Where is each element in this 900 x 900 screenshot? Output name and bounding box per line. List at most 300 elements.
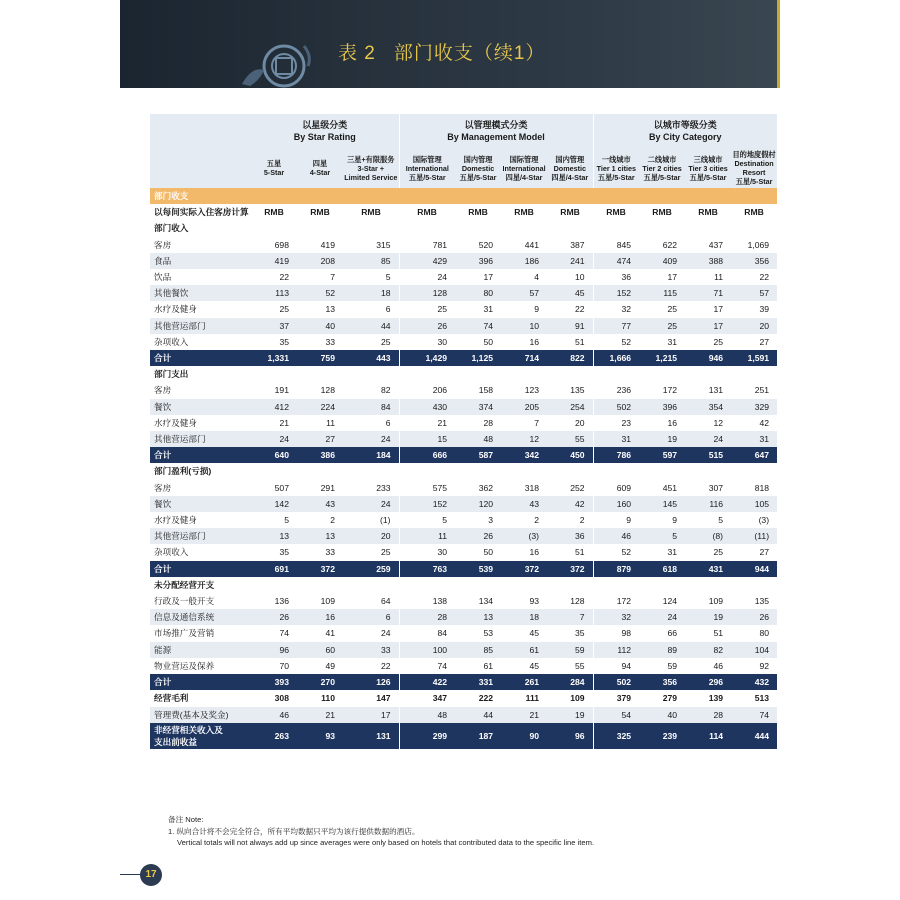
value-cell: 11	[399, 528, 455, 544]
column-header-line: 目的地度假村	[732, 150, 776, 159]
value-cell: 374	[455, 399, 501, 415]
table-row	[150, 609, 777, 625]
value-cell: 13	[297, 528, 343, 544]
table-row	[150, 593, 777, 609]
value-cell: 296	[685, 674, 731, 690]
table-row	[150, 658, 777, 674]
column-header-line: Destination	[734, 159, 774, 168]
value-cell: 32	[593, 609, 639, 625]
value-cell: 30	[399, 334, 455, 350]
value-cell: 6	[343, 609, 399, 625]
note-1-cn: 1. 纵向合计将不会完全符合，所有平均数据只平均为该行提供数据的酒店。	[168, 826, 420, 836]
value-cell: 259	[343, 561, 399, 577]
value-cell: 147	[343, 690, 399, 706]
value-cell: 12	[501, 431, 547, 447]
value-cell: 17	[455, 269, 501, 285]
value-cell: 74	[455, 318, 501, 334]
column-header-line: 国内管理	[555, 154, 585, 164]
value-cell: 160	[593, 496, 639, 512]
value-cell: 444	[731, 723, 777, 749]
value-cell: 698	[251, 237, 297, 253]
value-cell: 45	[547, 285, 593, 301]
value-cell: 759	[297, 350, 343, 366]
value-cell: 1,591	[731, 350, 777, 366]
value-cell: 24	[639, 609, 685, 625]
value-cell: 347	[399, 690, 455, 706]
value-cell: 36	[593, 269, 639, 285]
row-label: 合计	[150, 350, 251, 366]
table-row	[150, 625, 777, 641]
value-cell: 135	[547, 382, 593, 398]
header-corner-2	[150, 148, 251, 188]
total-row	[150, 350, 777, 366]
value-cell: 372	[297, 561, 343, 577]
table-row	[150, 544, 777, 560]
value-cell: 19	[685, 609, 731, 625]
row-label: 能源	[150, 642, 251, 658]
value-cell: 53	[455, 625, 501, 641]
column-header	[685, 148, 731, 188]
value-cell: 21	[297, 707, 343, 723]
value-cell: 24	[343, 625, 399, 641]
value-cell: 879	[593, 561, 639, 577]
value-cell: 17	[685, 301, 731, 317]
column-header-line: Limited Service	[344, 172, 398, 182]
unit-cell: RMB	[731, 204, 777, 220]
row-label: 其他营运部门	[150, 528, 251, 544]
value-cell: (3)	[731, 512, 777, 528]
value-cell: 74	[399, 658, 455, 674]
value-cell: 25	[685, 544, 731, 560]
group-title-row	[150, 220, 777, 236]
value-cell: 396	[639, 399, 685, 415]
value-cell: 109	[297, 593, 343, 609]
table-name: 部门收支（续1）	[393, 43, 546, 64]
column-header-line: Resort	[742, 168, 766, 177]
column-header-line: 四星/4-Star	[551, 172, 589, 182]
value-cell: 13	[297, 301, 343, 317]
value-cell: 5	[251, 512, 297, 528]
value-cell: 236	[593, 382, 639, 398]
value-cell: 27	[297, 431, 343, 447]
header-group	[251, 114, 399, 148]
value-cell: 318	[501, 480, 547, 496]
value-cell: 299	[399, 723, 455, 749]
value-cell: 362	[455, 480, 501, 496]
header-column-row	[150, 148, 777, 188]
value-cell: 74	[731, 707, 777, 723]
header-group-cn: 以星级分类	[302, 120, 348, 130]
value-cell: 66	[639, 625, 685, 641]
row-label: 水疗及健身	[150, 301, 251, 317]
value-cell: 91	[547, 318, 593, 334]
column-header	[639, 148, 685, 188]
value-cell: 205	[501, 399, 547, 415]
value-cell: 16	[501, 334, 547, 350]
value-cell: (8)	[685, 528, 731, 544]
table-row	[150, 253, 777, 269]
row-label: 合计	[150, 561, 251, 577]
row-label: 行政及一般开支	[150, 593, 251, 609]
header-group-cn: 以管理模式分类	[464, 120, 528, 130]
value-cell: 128	[547, 593, 593, 609]
value-cell: 51	[547, 334, 593, 350]
final-row-label	[150, 723, 251, 749]
value-cell: 93	[501, 593, 547, 609]
value-cell: 136	[251, 593, 297, 609]
value-cell: 379	[593, 690, 639, 706]
value-cell: 206	[399, 382, 455, 398]
value-cell: 152	[399, 496, 455, 512]
value-cell: 252	[547, 480, 593, 496]
value-cell: 432	[731, 674, 777, 690]
value-cell: 279	[639, 690, 685, 706]
table-row	[150, 301, 777, 317]
value-cell: 691	[251, 561, 297, 577]
value-cell: 786	[593, 447, 639, 463]
value-cell: 30	[399, 544, 455, 560]
value-cell: 84	[343, 399, 399, 415]
column-header-line: 4-Star	[309, 168, 331, 177]
total-row	[150, 674, 777, 690]
table-row	[150, 382, 777, 398]
value-cell: 6	[343, 415, 399, 431]
value-cell: 17	[343, 707, 399, 723]
value-cell: 254	[547, 399, 593, 415]
column-header-line: 四星/4-Star	[505, 172, 543, 182]
value-cell: 356	[639, 674, 685, 690]
value-cell: 28	[399, 609, 455, 625]
column-header-line: 五星/5-Star	[735, 177, 773, 186]
header-banner	[120, 0, 780, 88]
column-header-line: Domestic	[553, 163, 586, 173]
value-cell: 71	[685, 285, 731, 301]
value-cell: 43	[501, 496, 547, 512]
value-cell: 191	[251, 382, 297, 398]
value-cell: 64	[343, 593, 399, 609]
column-header-line: 5-Star	[263, 168, 285, 177]
value-cell: 59	[639, 658, 685, 674]
value-cell: 502	[593, 674, 639, 690]
value-cell: 409	[639, 253, 685, 269]
column-header	[501, 148, 547, 188]
value-cell: 393	[251, 674, 297, 690]
column-header	[593, 148, 639, 188]
column-header-line: 五星/5-Star	[597, 172, 635, 182]
value-cell: 372	[501, 561, 547, 577]
value-cell: 48	[399, 707, 455, 723]
value-cell: 33	[297, 544, 343, 560]
value-cell: 109	[547, 690, 593, 706]
value-cell: 82	[685, 642, 731, 658]
value-cell: 11	[297, 415, 343, 431]
column-header-line: 3-Star +	[357, 163, 385, 173]
row-label: 信息及通信系统	[150, 609, 251, 625]
value-cell: 85	[343, 253, 399, 269]
value-cell: 20	[547, 415, 593, 431]
value-cell: 131	[685, 382, 731, 398]
value-cell: 51	[547, 544, 593, 560]
value-cell: 647	[731, 447, 777, 463]
value-cell: 77	[593, 318, 639, 334]
value-cell: 609	[593, 480, 639, 496]
value-cell: 57	[731, 285, 777, 301]
value-cell: 128	[297, 382, 343, 398]
row-label: 客房	[150, 480, 251, 496]
value-cell: 35	[547, 625, 593, 641]
value-cell: 33	[343, 642, 399, 658]
column-header	[455, 148, 501, 188]
value-cell: 184	[343, 447, 399, 463]
value-cell: 17	[639, 269, 685, 285]
table-row	[150, 512, 777, 528]
total-row	[150, 561, 777, 577]
value-cell: 845	[593, 237, 639, 253]
column-header-line: 四星	[312, 159, 328, 168]
value-cell: 46	[685, 658, 731, 674]
column-header-line: 国内管理	[463, 154, 493, 164]
value-cell: 450	[547, 447, 593, 463]
column-header	[731, 148, 777, 188]
column-header-line: 三线城市	[693, 154, 723, 164]
value-cell: 2	[547, 512, 593, 528]
value-cell: 186	[501, 253, 547, 269]
unit-cell: RMB	[501, 204, 547, 220]
header-group	[399, 114, 593, 148]
value-cell: 21	[251, 415, 297, 431]
value-cell: 714	[501, 350, 547, 366]
value-cell: 40	[639, 707, 685, 723]
row-label: 其他营运部门	[150, 318, 251, 334]
value-cell: (11)	[731, 528, 777, 544]
value-cell: 342	[501, 447, 547, 463]
header-group-en: By Star Rating	[293, 132, 356, 142]
value-cell: 187	[455, 723, 501, 749]
value-cell: 35	[251, 544, 297, 560]
unit-cell: RMB	[297, 204, 343, 220]
table-row	[150, 496, 777, 512]
value-cell: 25	[343, 334, 399, 350]
value-cell: 412	[251, 399, 297, 415]
value-cell: 18	[343, 285, 399, 301]
value-cell: 31	[455, 301, 501, 317]
table-row	[150, 269, 777, 285]
row-label: 合计	[150, 447, 251, 463]
value-cell: 27	[731, 544, 777, 560]
footnotes	[168, 814, 594, 849]
value-cell: 31	[593, 431, 639, 447]
value-cell: 55	[547, 658, 593, 674]
column-header-line: Tier 3 cities	[688, 163, 728, 173]
header-group-en: By Management Model	[447, 132, 545, 142]
value-cell: 61	[455, 658, 501, 674]
value-cell: 622	[639, 237, 685, 253]
value-cell: 25	[639, 301, 685, 317]
value-cell: 31	[639, 334, 685, 350]
row-label: 物业营运及保养	[150, 658, 251, 674]
value-cell: 44	[455, 707, 501, 723]
section-title-row	[150, 188, 777, 204]
value-cell: 33	[297, 334, 343, 350]
value-cell: 50	[455, 544, 501, 560]
value-cell: 372	[547, 561, 593, 577]
value-cell: 5	[399, 512, 455, 528]
value-cell: 1,069	[731, 237, 777, 253]
table-row	[150, 334, 777, 350]
value-cell: 82	[343, 382, 399, 398]
final-label-line1: 非经营相关收入及	[154, 724, 223, 735]
value-cell: 315	[343, 237, 399, 253]
value-cell: 422	[399, 674, 455, 690]
value-cell: 6	[343, 301, 399, 317]
value-cell: 5	[343, 269, 399, 285]
row-label: 饮品	[150, 269, 251, 285]
value-cell: 172	[639, 382, 685, 398]
value-cell: 135	[731, 593, 777, 609]
value-cell: 43	[297, 496, 343, 512]
value-cell: 152	[593, 285, 639, 301]
value-cell: 44	[343, 318, 399, 334]
table-row	[150, 480, 777, 496]
value-cell: 52	[593, 334, 639, 350]
value-cell: (1)	[343, 512, 399, 528]
value-cell: 284	[547, 674, 593, 690]
value-cell: 13	[455, 609, 501, 625]
value-cell: 22	[547, 301, 593, 317]
value-cell: 419	[251, 253, 297, 269]
value-cell: 54	[593, 707, 639, 723]
total-row	[150, 447, 777, 463]
note-1-en: Vertical totals will not always add up since averages were only based on hotels that contributed data to the specific line item.	[177, 838, 595, 847]
value-cell: 35	[251, 334, 297, 350]
value-cell: 32	[593, 301, 639, 317]
value-cell: 354	[685, 399, 731, 415]
value-cell: 46	[251, 707, 297, 723]
value-cell: 2	[297, 512, 343, 528]
row-label: 餐饮	[150, 399, 251, 415]
value-cell: 822	[547, 350, 593, 366]
value-cell: 45	[501, 625, 547, 641]
value-cell: 15	[399, 431, 455, 447]
value-cell: 139	[685, 690, 731, 706]
value-cell: 388	[685, 253, 731, 269]
value-cell: 9	[593, 512, 639, 528]
column-header-line: Domestic	[461, 163, 495, 173]
value-cell: (3)	[501, 528, 547, 544]
value-cell: 46	[593, 528, 639, 544]
header-group	[593, 114, 777, 148]
page-number: 17	[140, 864, 162, 886]
value-cell: 52	[593, 544, 639, 560]
value-cell: 507	[251, 480, 297, 496]
group-title-row	[150, 463, 777, 479]
row-label: 水疗及健身	[150, 512, 251, 528]
value-cell: 10	[547, 269, 593, 285]
value-cell: 31	[639, 544, 685, 560]
value-cell: 356	[731, 253, 777, 269]
value-cell: 12	[685, 415, 731, 431]
value-cell: 618	[639, 561, 685, 577]
value-cell: 18	[501, 609, 547, 625]
section-label: 部门收入	[150, 220, 777, 236]
value-cell: 138	[399, 593, 455, 609]
value-cell: 24	[343, 431, 399, 447]
unit-cell: RMB	[547, 204, 593, 220]
column-header-line: 五星/5-Star	[689, 172, 727, 182]
column-header-line: Tier 1 cities	[596, 163, 637, 173]
value-cell: 26	[455, 528, 501, 544]
value-cell: 3	[455, 512, 501, 528]
value-cell: 98	[593, 625, 639, 641]
value-cell: 92	[731, 658, 777, 674]
value-cell: 429	[399, 253, 455, 269]
row-label: 水疗及健身	[150, 415, 251, 431]
value-cell: 61	[501, 642, 547, 658]
column-header-line: 五星/5-Star	[459, 172, 497, 182]
value-cell: 74	[251, 625, 297, 641]
column-header	[297, 148, 343, 188]
column-header-line: 五星/5-Star	[408, 172, 446, 182]
value-cell: 23	[593, 415, 639, 431]
value-cell: 11	[685, 269, 731, 285]
column-header-line: Tier 2 cities	[642, 163, 682, 173]
column-header	[343, 148, 399, 188]
value-cell: 597	[639, 447, 685, 463]
value-cell: 443	[343, 350, 399, 366]
column-header	[399, 148, 455, 188]
column-header-line: International	[502, 163, 546, 173]
unit-cell: RMB	[685, 204, 731, 220]
value-cell: 1,331	[251, 350, 297, 366]
value-cell: 239	[639, 723, 685, 749]
value-cell: 20	[731, 318, 777, 334]
value-cell: 114	[685, 723, 731, 749]
value-cell: 4	[501, 269, 547, 285]
value-cell: 128	[399, 285, 455, 301]
value-cell: 1,215	[639, 350, 685, 366]
row-label: 其他餐饮	[150, 285, 251, 301]
value-cell: 25	[685, 334, 731, 350]
value-cell: 109	[685, 593, 731, 609]
value-cell: 104	[731, 642, 777, 658]
value-cell: 1,125	[455, 350, 501, 366]
value-cell: 24	[343, 496, 399, 512]
value-cell: 36	[547, 528, 593, 544]
value-cell: 308	[251, 690, 297, 706]
value-cell: 9	[639, 512, 685, 528]
table-row	[150, 237, 777, 253]
value-cell: 270	[297, 674, 343, 690]
value-cell: 116	[685, 496, 731, 512]
value-cell: 113	[251, 285, 297, 301]
value-cell: 20	[343, 528, 399, 544]
value-cell: 437	[685, 237, 731, 253]
basis-label: 以每间实际入住客房计算	[150, 204, 251, 220]
value-cell: 291	[297, 480, 343, 496]
value-cell: 640	[251, 447, 297, 463]
value-cell: 7	[297, 269, 343, 285]
value-cell: 17	[685, 318, 731, 334]
value-cell: 22	[343, 658, 399, 674]
value-cell: 520	[455, 237, 501, 253]
value-cell: 515	[685, 447, 731, 463]
value-cell: 60	[297, 642, 343, 658]
value-cell: 329	[731, 399, 777, 415]
value-cell: 37	[251, 318, 297, 334]
value-cell: 31	[731, 431, 777, 447]
value-cell: 25	[251, 301, 297, 317]
value-cell: 28	[685, 707, 731, 723]
